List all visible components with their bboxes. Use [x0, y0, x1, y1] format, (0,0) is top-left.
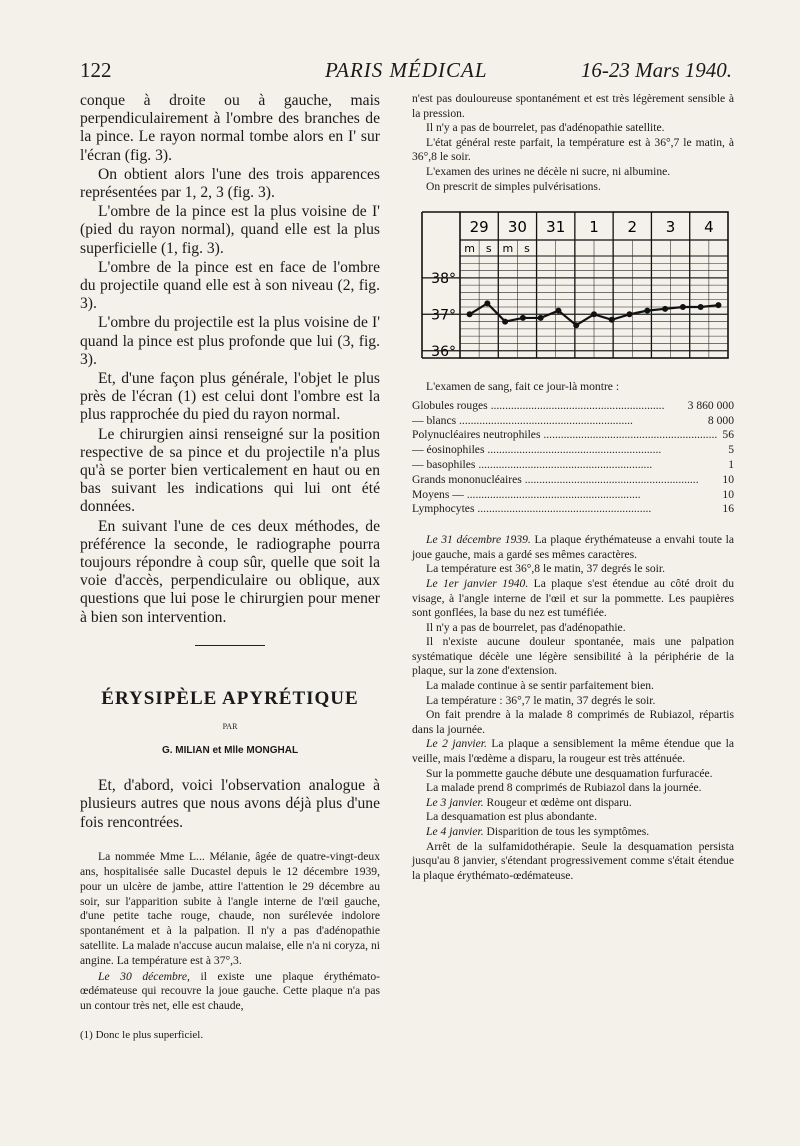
- temperature-point: [573, 322, 579, 328]
- article-intro: Et, d'abord, voici l'observation analogue à plusieurs autres que nous avons déjà plus d'une fois rencontrées.: [80, 776, 380, 831]
- article-title: ÉRYSIPÈLE APYRÉTIQUE: [101, 687, 359, 709]
- lab-row: [412, 443, 734, 458]
- paragraph: La nommée Mme L... Mélanie, âgée de quatre-vingt-deux ans, hospitalisée salle Ducastel depuis le 12 décembre 1939, pour un ulcère de jambe, attire l'attention le 29 décembre au soir, sur l'apparition subite à l'angle interne de l'œil gauche, d'une petite tache rouge, chaude, non surélevée indolore spontanément et à la palpation. Il n'y a pas d'adénopathie satellite. La malade n'accuse aucun malaise, elle n'a ni coryza, ni angine. La température est à 37°,3.: [80, 850, 380, 967]
- lab-name: Grands mononucléaires .....: [412, 473, 718, 488]
- temperature-point: [680, 304, 686, 310]
- lab-row: [412, 458, 734, 473]
- paragraph: On fait prendre à la malade 8 comprimés de Rubiazol, répartis dans la journée.: [412, 708, 734, 736]
- lab-value: 10: [722, 487, 734, 501]
- lab-row: [412, 488, 734, 503]
- lab-name: — basophiles .....: [412, 458, 724, 473]
- article-authors: G. MILIAN et Mlle MONGHAL: [161, 745, 299, 757]
- paragraph: Sur la pommette gauche débute une desquamation furfuracée.: [426, 766, 713, 780]
- date-label: Le 2 janvier.: [426, 737, 487, 751]
- day-label: 2: [627, 218, 638, 237]
- date-label: Le 4 janvier.: [426, 825, 484, 838]
- temperature-chart: [420, 208, 732, 362]
- day-label: 4: [704, 218, 714, 237]
- date-label: Le 3 janvier.: [426, 795, 484, 809]
- temperature-point: [591, 311, 597, 317]
- page-number: 122: [80, 58, 112, 82]
- temperature-point: [467, 311, 473, 317]
- lab-name: — blancs .....: [412, 414, 704, 429]
- paragraph-text: La plaque s'est étendue au côté droit du visage, à l'angle interne de l'œil et sur la pommette. Les paupières sont gonflées, la base du nez est tuméfiée.: [412, 576, 734, 620]
- temperature-point: [715, 302, 721, 308]
- day-label: 3: [665, 218, 676, 237]
- paragraph: [80, 970, 380, 1014]
- paragraph: [412, 737, 734, 766]
- paragraph: Il n'y a pas de bourrelet, pas d'adénopathie.: [426, 620, 626, 634]
- paragraph: La malade continue à se sentir parfaitement bien.: [426, 679, 654, 693]
- paragraph: n'est pas douloureuse spontanément et est très légèrement sensible à la pression.: [412, 92, 734, 120]
- right-column: [412, 92, 734, 883]
- paragraph: L'ombre du projectile est la plus voisine de I' quand la pince est plus profonde que lui (3, fig. 3).: [80, 314, 380, 368]
- byline-par: PAR: [222, 722, 238, 732]
- temperature-point: [698, 304, 704, 310]
- paragraph: L'ombre de la pince est la plus voisine de I' (pied du rayon normal), quand elle est la plus superficielle (1, fig. 3).: [80, 203, 380, 257]
- paragraph: En suivant l'une de ces deux méthodes, de préférence la seconde, le radiographe pourra toujours répondre à coup sûr, quelle que soit la voie d'accès, perpendiculaire ou oblique, aux questions que lui pose le chirurgien pour mener à bien son intervention.: [80, 517, 380, 626]
- day-label: 29: [469, 218, 489, 237]
- paragraph: On obtient alors l'une des trois apparences représentées par 1, 2, 3 (fig. 3).: [80, 165, 380, 202]
- temperature-point: [538, 315, 544, 321]
- period-label: s: [485, 242, 492, 256]
- lab-value: 56: [722, 428, 734, 442]
- paragraph: La desquamation est plus abondante.: [426, 810, 597, 824]
- lab-value: 3 860 000: [687, 398, 734, 412]
- lab-value: 8 000: [707, 413, 734, 427]
- day-label: 1: [589, 218, 599, 237]
- period-label: s: [524, 242, 530, 256]
- lab-value: 1: [728, 457, 734, 471]
- paragraph-text: Disparition de tous les symptômes.: [483, 825, 650, 838]
- paragraph-text: La plaque a sensiblement la même étendue que la veille, mais l'œdème a disparu, la rougeur est très atténuée.: [412, 737, 734, 766]
- paragraph: Et, d'une façon plus générale, l'objet le plus près de l'écran (1) est celui dont l'ombre est la plus rapprochée du pied du rayon normal.: [80, 370, 380, 424]
- journal-title: PARIS MÉDICAL: [325, 58, 488, 82]
- paragraph: Arrêt de la sulfamidothérapie. Seule la desquamation persista jusqu'au 8 janvier, s'étendant progressivement comme s'était étendue la plaque érythémato-œdémateuse.: [412, 839, 734, 882]
- issue-date: 16-23 Mars 1940.: [580, 58, 732, 82]
- temperature-chart-svg: [420, 208, 732, 362]
- paragraph: L'état général reste parfait, la température est à 36°,7 le matin, à 36°,8 le soir.: [412, 135, 734, 164]
- temperature-point: [662, 306, 668, 312]
- lab-name: Moyens — .....: [412, 488, 718, 503]
- section-divider: [195, 645, 265, 646]
- lab-row: [412, 473, 734, 488]
- y-tick-label: 38°: [431, 271, 456, 288]
- lab-name: Globules rouges .....: [412, 399, 684, 414]
- date-label: Le 30 décembre,: [98, 969, 190, 983]
- paragraph: Il n'existe aucune douleur spontanée, mais une palpation systématique décèle une légère sensibilité à la périphérie de la plaque, sur la zone d'extension.: [412, 635, 734, 678]
- temperature-point: [520, 315, 526, 321]
- lab-name: Polynucléaires neutrophiles .....: [412, 428, 718, 443]
- left-column: [80, 92, 380, 1043]
- paragraph: La malade prend 8 comprimés de Rubiazol dans la journée.: [426, 781, 702, 795]
- paragraph-text: La plaque érythémateuse a envahi toute la joue gauche, mais a gardé ses mêmes caractères.: [412, 533, 734, 561]
- date-label: Le 31 décembre 1939.: [426, 533, 531, 547]
- lab-name: Lymphocytes .....: [412, 502, 718, 517]
- footnote: (1) Donc le plus superficiel.: [80, 1029, 204, 1042]
- lab-row: [412, 502, 734, 517]
- paragraph: [412, 796, 734, 811]
- paragraph: La température est 36°,8 le matin, 37 degrés le soir.: [426, 562, 666, 576]
- paragraph: On prescrit de simples pulvérisations.: [426, 179, 601, 193]
- paragraph: La température : 36°,7 le matin, 37 degrés le soir.: [426, 693, 656, 707]
- temperature-point: [555, 308, 561, 314]
- temperature-point: [644, 308, 650, 314]
- day-label: 31: [546, 218, 566, 237]
- paragraph: [412, 825, 734, 840]
- paragraph: L'examen des urines ne décèle ni sucre, ni albumine.: [426, 164, 671, 178]
- temperature-point: [609, 317, 615, 323]
- y-tick-label: 37°: [431, 307, 456, 324]
- y-tick-label: 36°: [431, 344, 456, 361]
- paragraph: L'ombre de la pince est en face de l'ombre du projectile quand elle est à son niveau (2, fig. 3).: [80, 258, 380, 313]
- paragraph: [412, 577, 734, 621]
- paragraph: conque à droite ou à gauche, mais perpendiculairement à l'ombre des branches de la pince. Le rayon normal tombe alors en I' sur l'écran (fig. 3).: [80, 92, 380, 164]
- day-label: 30: [507, 218, 527, 237]
- lab-row: [412, 414, 734, 429]
- paragraph-text: il existe une plaque érythémato-œdémateuse qui recouvre la joue gauche. Cette plaque n'a pas un contour très net, elle est chaude,: [80, 969, 380, 1013]
- paragraph: Il n'y a pas de bourrelet, pas d'adénopathie satellite.: [426, 121, 665, 135]
- lab-value: 16: [722, 502, 734, 516]
- paragraph: Le chirurgien ainsi renseigné sur la position respective de sa pince et du projectile n'a plus qu'à se porter bien verticalement en haut ou en bas suivant les indications qui lui ont été données.: [80, 425, 380, 516]
- temperature-point: [627, 311, 633, 317]
- period-label: m: [464, 242, 475, 256]
- lab-row: [412, 399, 734, 414]
- lab-value: 5: [728, 443, 734, 457]
- temperature-point: [484, 301, 490, 307]
- date-label: Le 1er janvier 1940.: [426, 576, 529, 590]
- paragraph-text: Rougeur et œdème ont disparu.: [483, 795, 632, 809]
- lab-name: — éosinophiles .....: [412, 443, 724, 458]
- page-header: [80, 58, 732, 88]
- period-label: m: [502, 242, 514, 256]
- temperature-point: [502, 319, 508, 325]
- lab-value: 10: [722, 472, 734, 486]
- paragraph: [412, 533, 734, 562]
- blood-exam-table: [412, 399, 734, 517]
- lab-row: [412, 428, 734, 443]
- labs-intro: L'examen de sang, fait ce jour-là montre :: [426, 380, 620, 394]
